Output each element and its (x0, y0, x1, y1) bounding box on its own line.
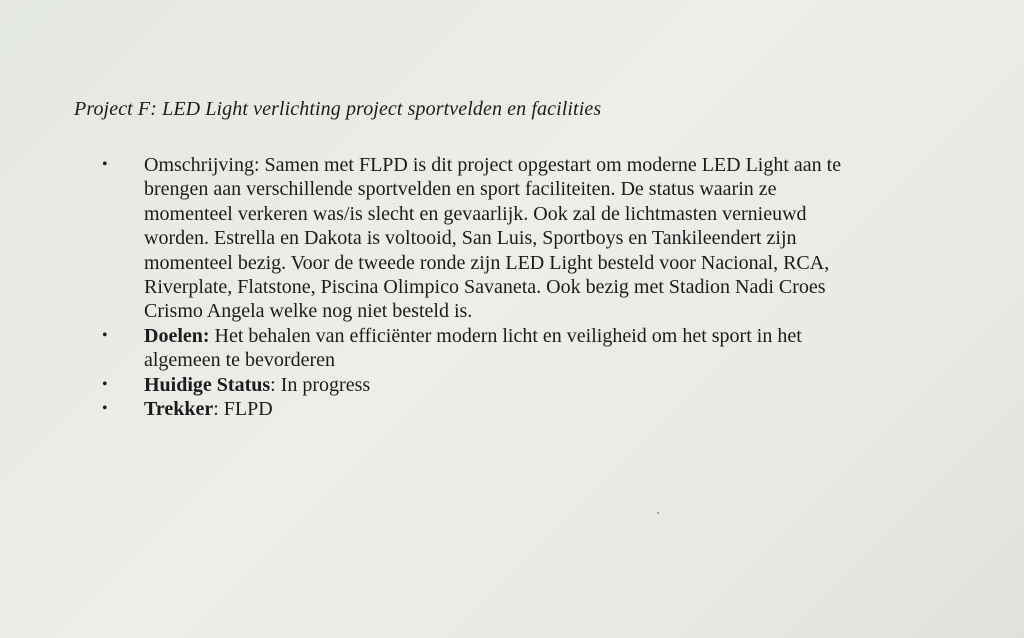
description-line-6: Riverplate, Flatstone, Piscina Olimpico Savaneta. Ook bezig met Stadion Nadi Croes (144, 276, 826, 299)
trekker-label: Trekker (144, 398, 214, 421)
goals-line-1 (144, 324, 988, 348)
paper-speck (657, 512, 659, 514)
list-item-status (98, 373, 988, 397)
list-item-omschrijving (98, 153, 988, 324)
trekker-line (144, 397, 988, 421)
project-details-list (98, 153, 988, 421)
status-line (144, 373, 988, 397)
list-item-trekker (98, 397, 988, 421)
goals-text: Het behalen van efficiënter modern licht en veiligheid om het sport in het (209, 324, 802, 347)
goals-label: Doelen: (144, 324, 210, 347)
project-title: Project F: LED Light verlichting project sportvelden en facilities (74, 98, 602, 120)
status-value: : In progress (270, 373, 371, 396)
status-label: Huidige Status (144, 373, 271, 396)
goals-line-2: algemeen te bevorderen (144, 349, 336, 372)
description-line-2: brengen aan verschillende sportvelden en sport faciliteiten. De status waarin ze (144, 178, 777, 201)
list-item-doelen (98, 324, 988, 373)
description-line-5: momenteel bezig. Voor de tweede ronde zijn LED Light besteld voor Nacional, RCA, (144, 251, 830, 274)
description-line-7: Crismo Angela welke nog niet besteld is. (144, 300, 473, 323)
trekker-value: : FLPD (213, 398, 273, 421)
description-line-4: worden. Estrella en Dakota is voltooid, San Luis, Sportboys en Tankileendert zijn (144, 227, 797, 250)
bullet-icon: • (102, 156, 108, 173)
bullet-icon: • (102, 326, 108, 344)
description-line-3: momenteel verkeren was/is slecht en gevaarlijk. Ook zal de lichtmasten vernieuwd (144, 202, 807, 225)
description-line-1: Omschrijving: Samen met FLPD is dit project opgestart om moderne LED Light aan te (144, 154, 842, 176)
bullet-icon: • (102, 375, 108, 393)
bullet-icon: • (102, 400, 108, 418)
